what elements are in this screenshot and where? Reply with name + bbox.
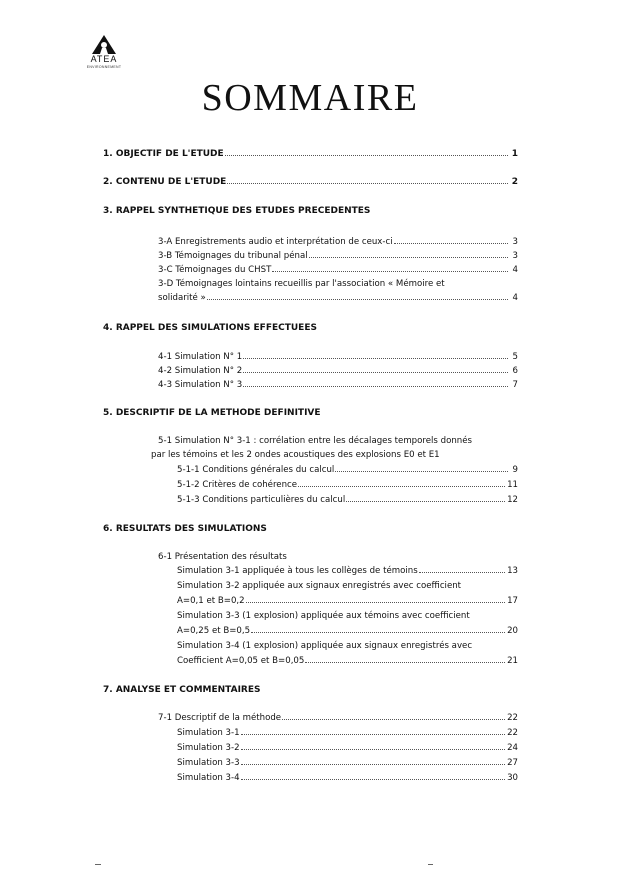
toc-entry-3d-line1[interactable]: 3-D Témoignages lointains recueillis par l'association « Mémoire et — [158, 279, 445, 289]
dot-leader — [225, 155, 508, 156]
toc-entry-5-1-2[interactable] — [177, 479, 518, 491]
toc-page: 2 — [511, 177, 518, 187]
dot-leader — [419, 572, 505, 573]
toc-entry-sim-3-2-line1[interactable]: Simulation 3-2 appliquée aux signaux enregistrés avec coefficient — [177, 581, 462, 591]
toc-label: 5-1-3 Conditions particulières du calcul — [177, 495, 346, 505]
toc-page: 22 — [507, 728, 518, 738]
toc-entry-6-1[interactable]: 6-1 Présentation des résultats — [158, 552, 287, 562]
dot-leader — [282, 719, 505, 720]
dot-leader — [241, 734, 506, 735]
toc-page: 5 — [512, 352, 518, 362]
toc-label: Coefficient A=0,05 et B=0,05 — [177, 656, 305, 666]
dot-leader — [394, 243, 508, 244]
logo-subtext: ENVIRONNEMENT — [86, 65, 122, 69]
toc-entry-sim-3-3-line1[interactable]: Simulation 3-3 (1 explosion) appliquée aux témoins avec coefficient — [177, 611, 470, 621]
dot-leader — [251, 632, 505, 633]
toc-entry-7-sim-3-1[interactable] — [177, 727, 518, 739]
toc-label: 3-C Témoignages du CHST — [158, 265, 272, 275]
toc-page: 11 — [507, 480, 518, 490]
dot-leader — [243, 372, 508, 373]
toc-heading-3[interactable]: 3. RAPPEL SYNTHETIQUE DES ETUDES PRECEDENTES — [103, 206, 371, 216]
toc-label: Simulation 3-3 — [177, 758, 240, 768]
page-title: SOMMAIRE — [201, 77, 419, 119]
dot-leader — [241, 764, 506, 765]
toc-page: 22 — [507, 713, 518, 723]
toc-entry-sim-3-4[interactable] — [177, 655, 518, 667]
toc-page: 21 — [507, 656, 518, 666]
toc-heading-6[interactable]: 6. RESULTATS DES SIMULATIONS — [103, 524, 267, 534]
scan-mark — [428, 864, 433, 869]
toc-entry-3c[interactable] — [158, 264, 518, 276]
dot-leader — [243, 358, 508, 359]
toc-entry-3d[interactable] — [158, 292, 518, 304]
toc-page: 6 — [512, 366, 518, 376]
toc-label: 4-2 Simulation N° 2 — [158, 366, 243, 376]
toc-label: 5-1-2 Critères de cohérence — [177, 480, 298, 490]
toc-page: 4 — [512, 293, 518, 303]
toc-page: 9 — [512, 465, 518, 475]
toc-entry-7-sim-3-3[interactable] — [177, 757, 518, 769]
toc-label: Simulation 3-4 — [177, 773, 240, 783]
logo-text: ATEA — [90, 54, 118, 64]
atea-logo — [78, 34, 130, 82]
toc-label: 3-B Témoignages du tribunal pénal — [158, 251, 308, 261]
dot-leader — [246, 602, 505, 603]
toc-entry-5-1-3[interactable] — [177, 494, 518, 506]
toc-entry-1[interactable] — [103, 148, 518, 160]
dot-leader — [241, 779, 506, 780]
toc-page: 17 — [507, 596, 518, 606]
dot-leader — [305, 662, 505, 663]
toc-entry-7-1[interactable] — [158, 712, 518, 724]
toc-entry-4-1[interactable] — [158, 351, 518, 363]
toc-label: 4-3 Simulation N° 3 — [158, 380, 243, 390]
toc-page: 7 — [512, 380, 518, 390]
toc-page: 13 — [507, 566, 518, 576]
toc-entry-sim-3-2[interactable] — [177, 595, 518, 607]
dot-leader — [272, 271, 508, 272]
toc-page: 1 — [511, 149, 518, 159]
toc-entry-7-sim-3-2[interactable] — [177, 742, 518, 754]
toc-heading-4[interactable]: 4. RAPPEL DES SIMULATIONS EFFECTUEES — [103, 323, 317, 333]
dot-leader — [227, 183, 508, 184]
scan-mark — [95, 864, 101, 869]
toc-entry-3a[interactable] — [158, 236, 518, 248]
logo-figure-icon — [78, 34, 130, 56]
toc-label: 5-1-1 Conditions générales du calcul — [177, 465, 335, 475]
toc-label: 3-A Enregistrements audio et interprétation de ceux-ci — [158, 237, 393, 247]
dot-leader — [207, 299, 508, 300]
toc-label: 2. CONTENU DE L'ETUDE — [103, 177, 227, 187]
toc-page: 27 — [507, 758, 518, 768]
dot-leader — [335, 471, 508, 472]
toc-entry-5-1-line1[interactable]: 5-1 Simulation N° 3-1 : corrélation entre les décalages temporels donnés — [158, 436, 472, 446]
toc-label: Simulation 3-1 — [177, 728, 240, 738]
toc-entry-4-3[interactable] — [158, 379, 518, 391]
toc-entry-2[interactable] — [103, 176, 518, 188]
toc-page: 24 — [507, 743, 518, 753]
dot-leader — [309, 257, 508, 258]
toc-label: 7-1 Descriptif de la méthode — [158, 713, 282, 723]
toc-page: 4 — [512, 265, 518, 275]
toc-label: A=0,1 et B=0,2 — [177, 596, 245, 606]
toc-label: 4-1 Simulation N° 1 — [158, 352, 243, 362]
toc-label: A=0,25 et B=0,5 — [177, 626, 251, 636]
toc-label: 1. OBJECTIF DE L'ETUDE — [103, 149, 224, 159]
toc-entry-4-2[interactable] — [158, 365, 518, 377]
toc-page: 3 — [512, 237, 518, 247]
toc-entry-sim-3-3[interactable] — [177, 625, 518, 637]
toc-label: Simulation 3-2 — [177, 743, 240, 753]
toc-entry-7-sim-3-4[interactable] — [177, 772, 518, 784]
dot-leader — [298, 486, 505, 487]
dot-leader — [241, 749, 506, 750]
toc-heading-7[interactable]: 7. ANALYSE ET COMMENTAIRES — [103, 685, 261, 695]
toc-entry-3b[interactable] — [158, 250, 518, 262]
toc-entry-5-1-line2[interactable]: par les témoins et les 2 ondes acoustiques des explosions E0 et E1 — [151, 450, 440, 460]
toc-page: 12 — [507, 495, 518, 505]
toc-entry-sim-3-4-line1[interactable]: Simulation 3-4 (1 explosion) appliquée aux signaux enregistrés avec — [177, 641, 473, 651]
toc-label: solidarité » — [158, 293, 206, 303]
toc-heading-5[interactable]: 5. DESCRIPTIF DE LA METHODE DEFINITIVE — [103, 408, 321, 418]
toc-entry-5-1-1[interactable] — [177, 464, 518, 476]
toc-label: Simulation 3-1 appliquée à tous les collèges de témoins — [177, 566, 418, 576]
toc-page: 20 — [507, 626, 518, 636]
dot-leader — [346, 501, 505, 502]
toc-page: 3 — [512, 251, 518, 261]
toc-entry-sim-3-1[interactable] — [177, 565, 518, 577]
toc-page: 30 — [507, 773, 518, 783]
dot-leader — [243, 386, 508, 387]
